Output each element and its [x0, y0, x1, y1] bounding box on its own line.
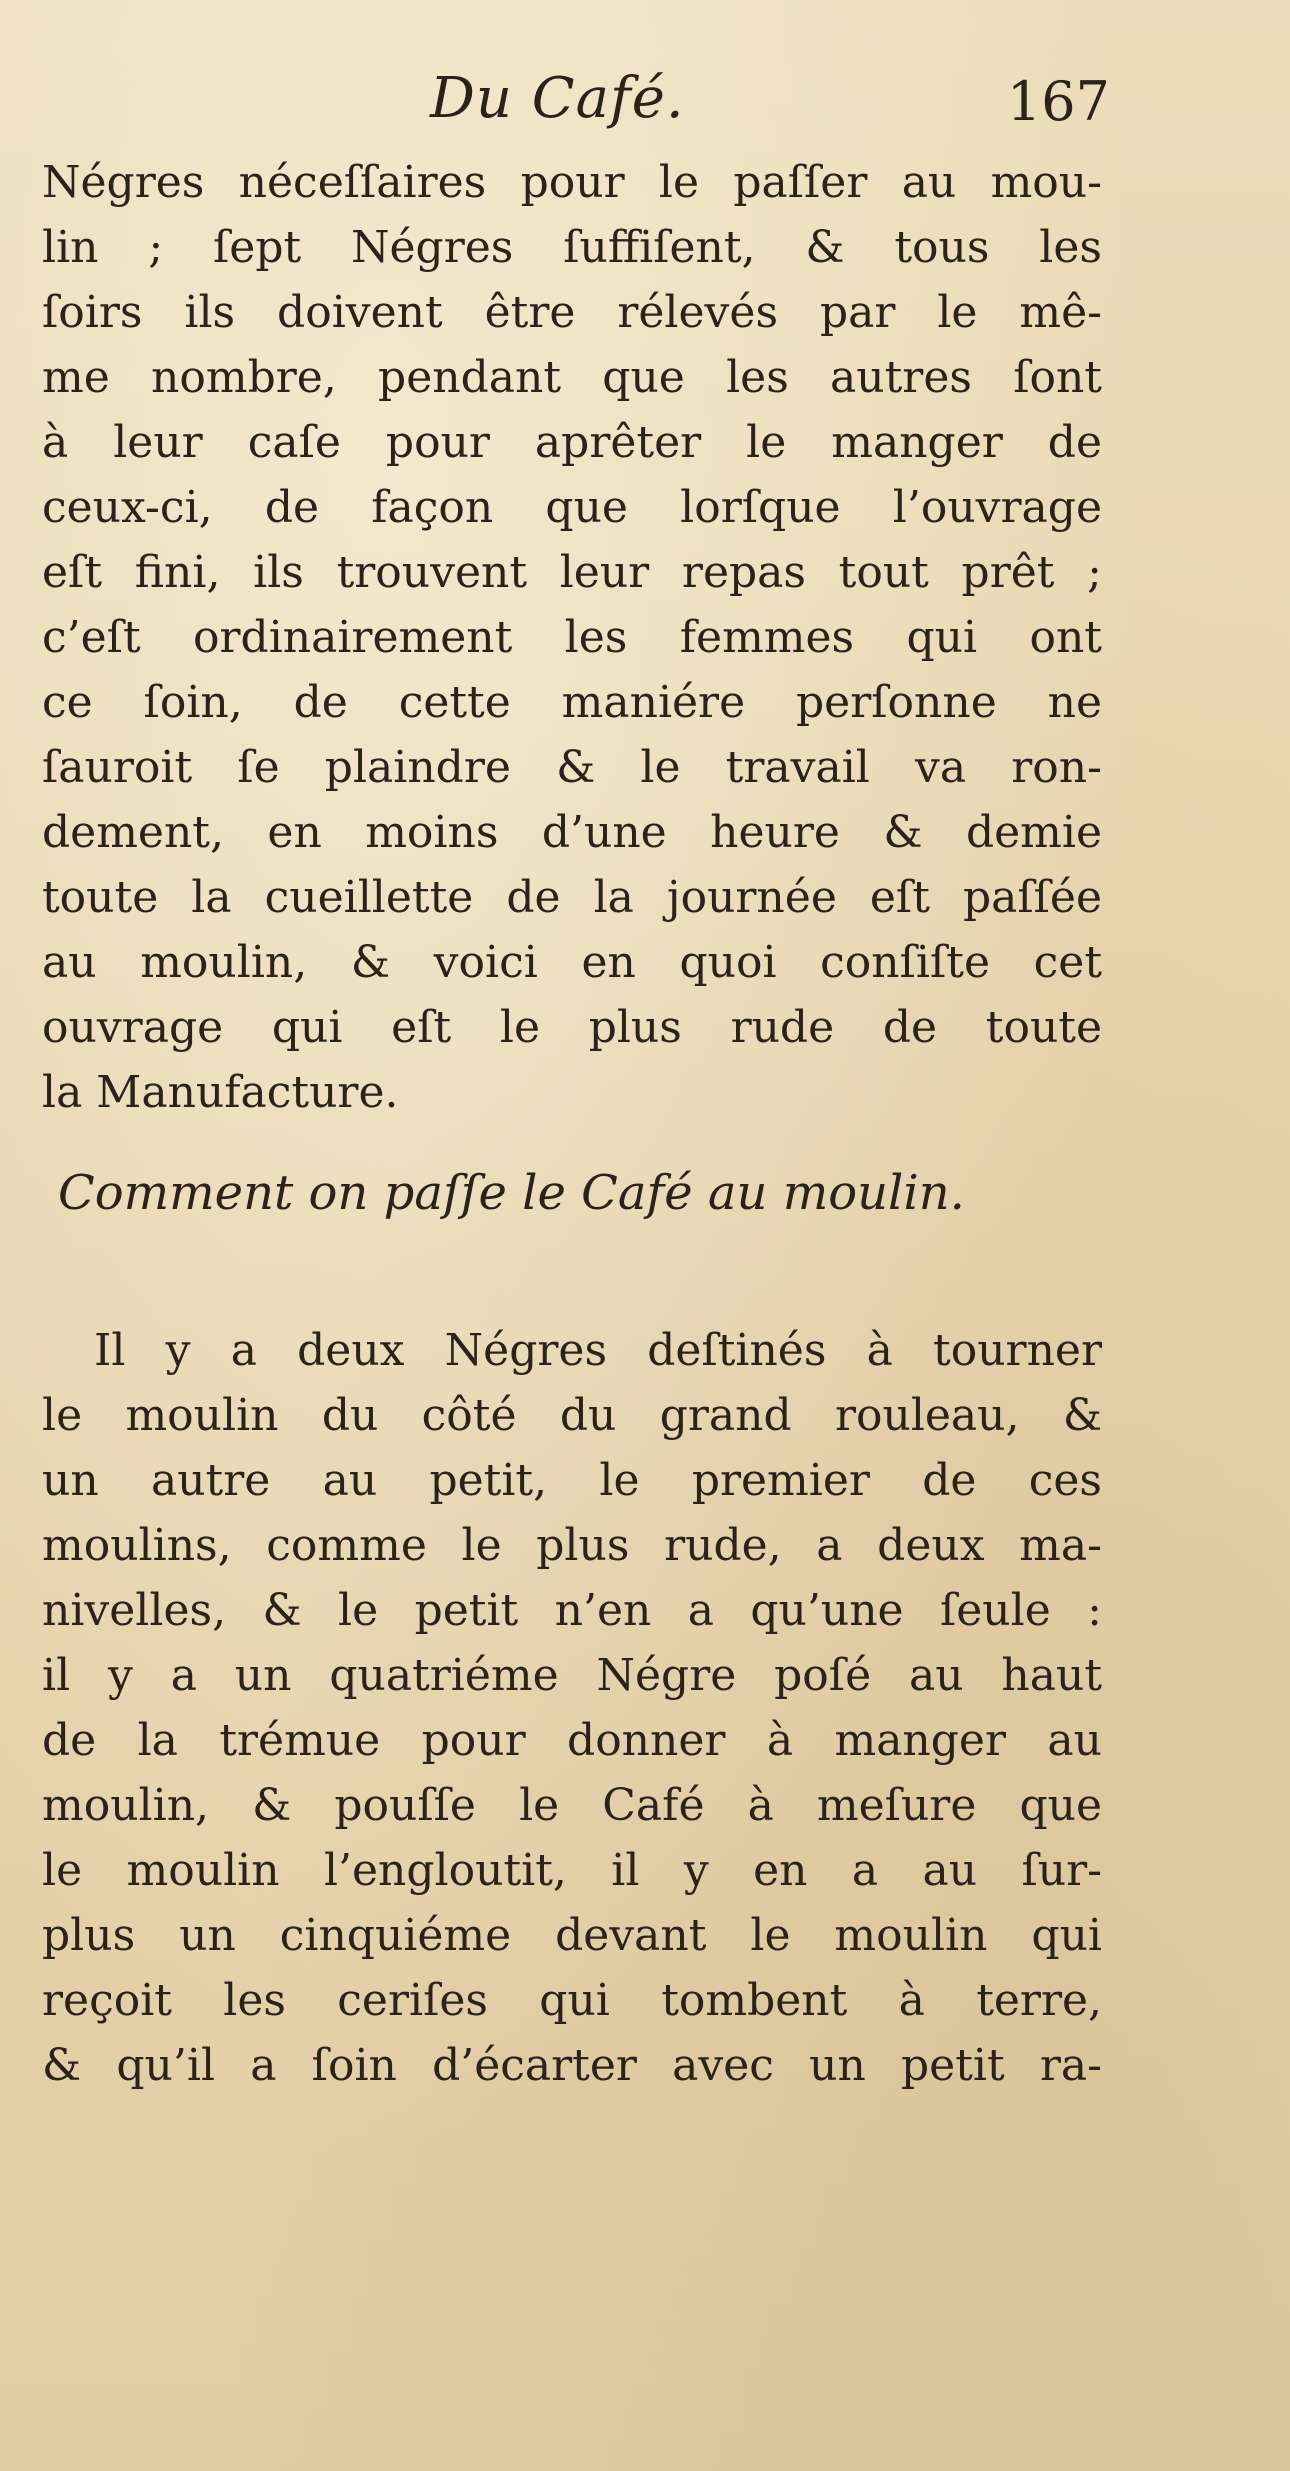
- text-line: eſt fini, ils trouvent leur repas tout prêt ;: [42, 547, 1102, 598]
- text-line: ſoirs ils doivent être rélevés par le mê-: [42, 287, 1102, 338]
- paragraph-1: [42, 150, 1102, 1125]
- text-line: moulins, comme le plus rude, a deux ma-: [42, 1520, 1102, 1571]
- text-line: de la trémue pour donner à manger au: [42, 1715, 1102, 1766]
- running-title: Du Café.: [430, 66, 685, 131]
- text-line: ceux-ci, de façon que lorſque l’ouvrage: [42, 482, 1102, 533]
- text-line: & qu’il a ſoin d’écarter avec un petit ra-: [42, 2040, 1102, 2091]
- page-number: 167: [1006, 70, 1110, 133]
- text-line: toute la cueillette de la journée eſt paſſée: [42, 872, 1102, 923]
- text-line: nivelles, & le petit n’en a qu’une ſeule :: [42, 1585, 1102, 1636]
- text-line: plus un cinquiéme devant le moulin qui: [42, 1910, 1102, 1961]
- text-line: c’eſt ordinairement les femmes qui ont: [42, 612, 1102, 663]
- section-title: Comment on paſſe le Café au moulin.: [58, 1165, 965, 1221]
- text-line: lin ; ſept Négres ſuffiſent, & tous les: [42, 222, 1102, 273]
- text-line: reçoit les ceriſes qui tombent à terre,: [42, 1975, 1102, 2026]
- text-line: la Manufacture.: [42, 1067, 399, 1118]
- text-line: il y a un quatriéme Négre poſé au haut: [42, 1650, 1102, 1701]
- paragraph-2: [42, 1318, 1102, 2098]
- text-line: ce ſoin, de cette maniére perſonne ne: [42, 677, 1102, 728]
- text-line: ouvrage qui eſt le plus rude de toute: [42, 1002, 1102, 1053]
- text-line: me nombre, pendant que les autres ſont: [42, 352, 1102, 403]
- text-line: un autre au petit, le premier de ces: [42, 1455, 1102, 1506]
- page-header: [430, 66, 1110, 156]
- text-line: au moulin, & voici en quoi conſiſte cet: [42, 937, 1102, 988]
- text-line: à leur caſe pour aprêter le manger de: [42, 417, 1102, 468]
- text-line: ſauroit ſe plaindre & le travail va ron-: [42, 742, 1102, 793]
- text-line: Négres néceſſaires pour le paſſer au mou-: [42, 157, 1102, 208]
- text-line: le moulin du côté du grand rouleau, &: [42, 1390, 1102, 1441]
- text-line: Il y a deux Négres deſtinés à tourner: [94, 1325, 1102, 1376]
- text-line: dement, en moins d’une heure & demie: [42, 807, 1102, 858]
- text-line: moulin, & pouſſe le Café à meſure que: [42, 1780, 1102, 1831]
- text-line: le moulin l’engloutit, il y en a au ſur-: [42, 1845, 1102, 1896]
